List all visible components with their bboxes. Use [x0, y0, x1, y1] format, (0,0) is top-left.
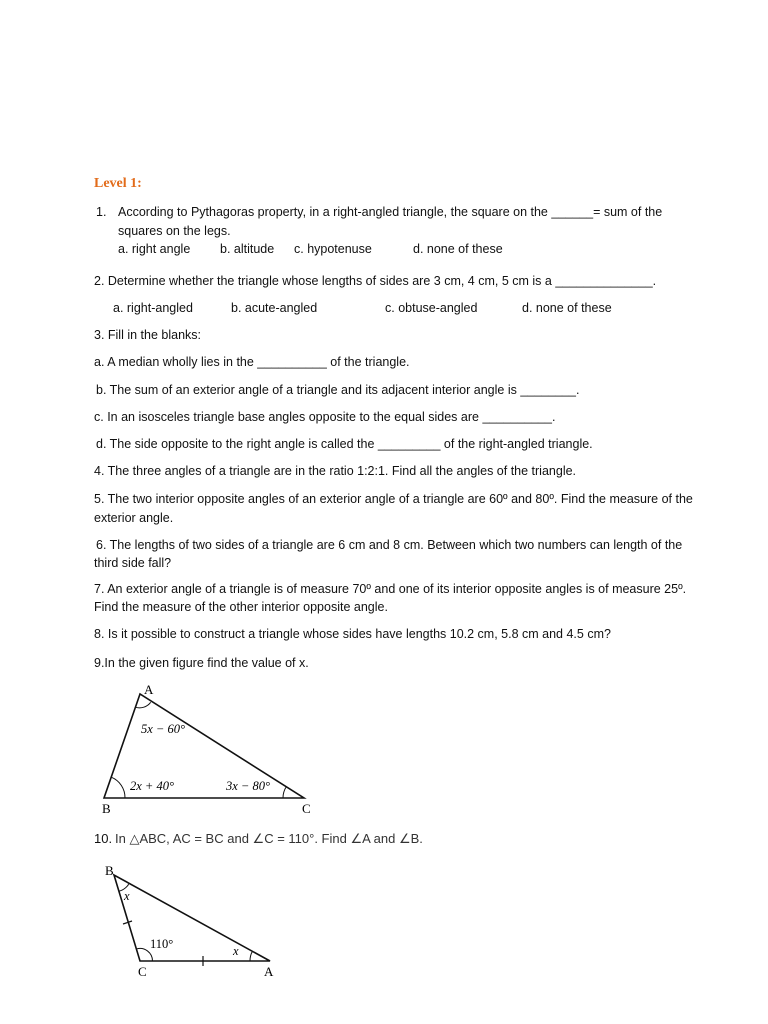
- q7-text-line1: 7. An exterior angle of a triangle is of measure 70º and one of its interior opposite angles is of measure 25º.: [94, 582, 687, 596]
- q2-option-a: a. right-angled: [113, 301, 193, 315]
- q10-triangle: [114, 875, 270, 961]
- q10-text: In △ABC, AC = BC and ∠C = 110°. Find ∠A and ∠B.: [115, 831, 423, 846]
- q10-angle-arc-b: [119, 884, 129, 891]
- q1-option-a: a. right angle: [118, 242, 191, 256]
- q9-vertex-b: B: [102, 801, 111, 816]
- q2-option-c: c. obtuse-angled: [385, 301, 478, 315]
- q6-text-line2: third side fall?: [94, 556, 172, 570]
- q6-text-line1: 6. The lengths of two sides of a triangle are 6 cm and 8 cm. Between which two numbers can length of the: [96, 538, 683, 552]
- q1-option-b: b. altitude: [220, 242, 275, 256]
- level-heading: Level 1:: [94, 176, 142, 191]
- q10-angle-arc-c: [136, 948, 152, 961]
- q10-vertex-c: C: [138, 964, 147, 979]
- q10-vertex-b: B: [105, 863, 114, 878]
- q10-angle-arc-a: [250, 951, 252, 961]
- q3-part-b: b. The sum of an exterior angle of a triangle and its adjacent interior angle is ________.: [96, 383, 580, 397]
- q10-vertex-a: A: [264, 964, 274, 979]
- q1-text-line1: According to Pythagoras property, in a right-angled triangle, the square on the ______= sum of the: [118, 205, 663, 219]
- q1-option-c: c. hypotenuse: [294, 242, 372, 256]
- q9-angle-a-label: 5x − 60°: [141, 722, 185, 736]
- q1-option-d: d. none of these: [413, 242, 503, 256]
- q3-title: 3. Fill in the blanks:: [94, 328, 201, 342]
- q9-vertex-c: C: [302, 801, 311, 816]
- q9-angle-arc-c: [283, 786, 287, 798]
- q9-triangle: [104, 694, 304, 798]
- q9-vertex-a: A: [144, 682, 154, 697]
- q3-part-c: c. In an isosceles triangle base angles opposite to the equal sides are __________.: [94, 410, 556, 424]
- q7-text-line2: Find the measure of the other interior opposite angle.: [94, 600, 388, 614]
- q10-number: 10.: [94, 831, 113, 846]
- q1-number: 1.: [96, 205, 107, 219]
- q2-option-b: b. acute-angled: [231, 301, 318, 315]
- q10-tick-bc: [123, 921, 132, 924]
- q9-angle-arc-b: [111, 777, 125, 798]
- q9-angle-b-label: 2x + 40°: [130, 779, 174, 793]
- q2-option-d: d. none of these: [522, 301, 612, 315]
- q5-text-line2: exterior angle.: [94, 511, 174, 525]
- q10-angle-c-label: 110°: [150, 937, 174, 951]
- q1-text-line2: squares on the legs.: [118, 224, 231, 238]
- q3-part-a: a. A median wholly lies in the __________ of the triangle.: [94, 355, 410, 369]
- q8-text: 8. Is it possible to construct a triangle whose sides have lengths 10.2 cm, 5.8 cm and 4.5 cm?: [94, 627, 611, 641]
- q10-angle-b-label: x: [124, 889, 130, 903]
- q3-part-d: d. The side opposite to the right angle is called the _________ of the right-angled triangle.: [96, 437, 593, 451]
- q9-text: 9.In the given figure find the value of x.: [94, 656, 309, 670]
- q10-angle-a-label: x: [233, 944, 239, 958]
- q5-text-line1: 5. The two interior opposite angles of an exterior angle of a triangle are 60º and 80º. Find the measure of the: [94, 492, 693, 506]
- q9-angle-arc-a: [135, 702, 150, 708]
- q9-angle-c-label: 3x − 80°: [226, 779, 270, 793]
- q4-text: 4. The three angles of a triangle are in the ratio 1:2:1. Find all the angles of the triangle.: [94, 464, 577, 478]
- q2-text: 2. Determine whether the triangle whose lengths of sides are 3 cm, 4 cm, 5 cm is a ______________.: [94, 274, 657, 288]
